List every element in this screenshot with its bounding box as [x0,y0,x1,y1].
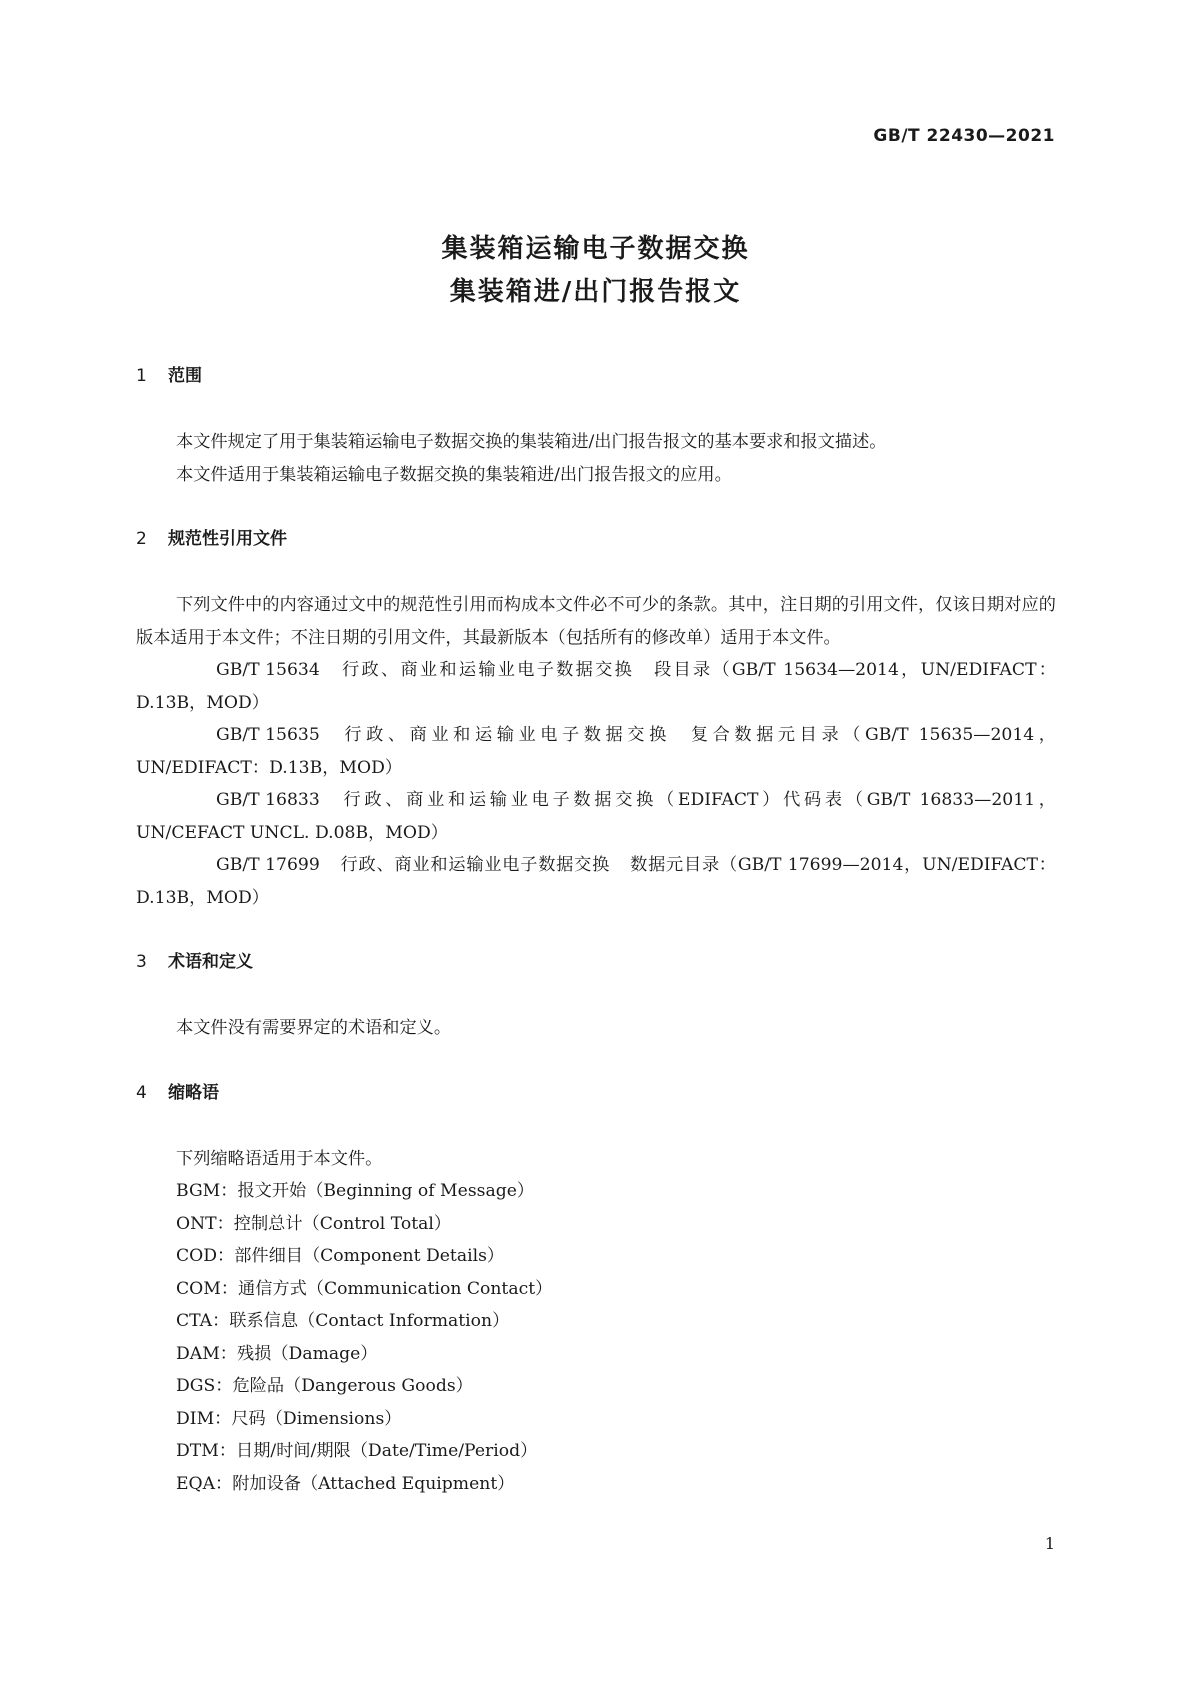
reference-name: 行政、商业和运输业电子数据交换 [339,660,635,680]
reference-detail: 段目录（GB/T 15634—2014，UN/EDIFACT：D.13B，MOD） [136,660,1056,713]
reference-code: GB/T 16833 [216,790,320,810]
section-number: 4 [136,1082,147,1103]
standard-code: GB/T 22430—2021 [873,126,1055,146]
abbreviation-item: DGS：危险品（Dangerous Goods） [176,1376,473,1396]
section-title: 范围 [168,366,202,386]
reference-name: 行政、商业和运输业电子数据交换 [339,725,671,745]
reference-item [136,784,1056,849]
section-4-heading [136,1077,1056,1109]
terms-paragraph: 本文件没有需要界定的术语和定义。 [176,1018,452,1038]
page-number: 1 [1044,1534,1055,1553]
abbreviation-item: DAM：残损（Damage） [176,1343,378,1364]
scope-paragraph: 本文件规定了用于集装箱运输电子数据交换的集装箱进/出门报告报文的基本要求和报文描述。 [176,432,887,452]
abbreviation-item: CTA：联系信息（Contact Information） [176,1311,510,1331]
section-title: 缩略语 [168,1082,219,1103]
section-number: 2 [136,529,147,549]
title-line-1: 集装箱运输电子数据交换 [441,234,750,264]
section-1-heading [136,360,1056,392]
reference-name: 行政、商业和运输业电子数据交换 [339,855,611,875]
section-number: 1 [136,366,147,386]
reference-code: GB/T 15634 [216,660,320,680]
scope-paragraph: 本文件适用于集装箱运输电子数据交换的集装箱进/出门报告报文的应用。 [176,464,732,485]
abbreviation-item: COD：部件细目（Component Details） [176,1246,505,1266]
abbreviation-item: BGM：报文开始（Beginning of Message） [176,1181,535,1201]
section-title: 术语和定义 [168,952,253,972]
section-2-heading [136,523,1056,555]
title-line-2: 集装箱进/出门报告报文 [449,277,742,307]
reference-code: GB/T 15635 [216,725,320,745]
abbreviation-item: DIM：尺码（Dimensions） [176,1408,402,1429]
abbreviations-intro: 下列缩略语适用于本文件。 [176,1148,383,1169]
document-body [136,360,1056,1500]
reference-item [136,654,1056,719]
section-title: 规范性引用文件 [168,529,287,549]
reference-item [136,849,1056,914]
reference-detail: 数据元目录（GB/T 17699—2014，UN/EDIFACT：D.13B，MOD） [136,855,1056,908]
references-intro: 下列文件中的内容通过文中的规范性引用而构成本文件必不可少的条款。其中，注日期的引用文件，仅该日期对应的版本适用于本文件；不注日期的引用文件，其最新版本（包括所有的修改单）适用于本文件。 [136,595,1056,648]
section-3-heading [136,946,1056,978]
abbreviation-item: DTM：日期/时间/期限（Date/Time/Period） [176,1441,538,1461]
abbreviation-item: COM：通信方式（Communication Contact） [176,1278,553,1299]
reference-code: GB/T 17699 [216,855,320,875]
section-number: 3 [136,952,147,972]
document-title [0,228,1191,314]
reference-name: 行政、商业和运输业电子数据交换（EDIFACT）代码表（GB/T 16833—2011，UN/CEFACT UNCL. D.08B，MOD） [136,790,1056,843]
reference-item [136,719,1056,784]
abbreviation-item: ONT：控制总计（Control Total） [176,1213,452,1234]
abbreviation-item: EQA：附加设备（Attached Equipment） [176,1473,515,1494]
reference-detail: 复合数据元目录（GB/T 15635—2014，UN/EDIFACT：D.13B，MOD） [136,725,1056,778]
